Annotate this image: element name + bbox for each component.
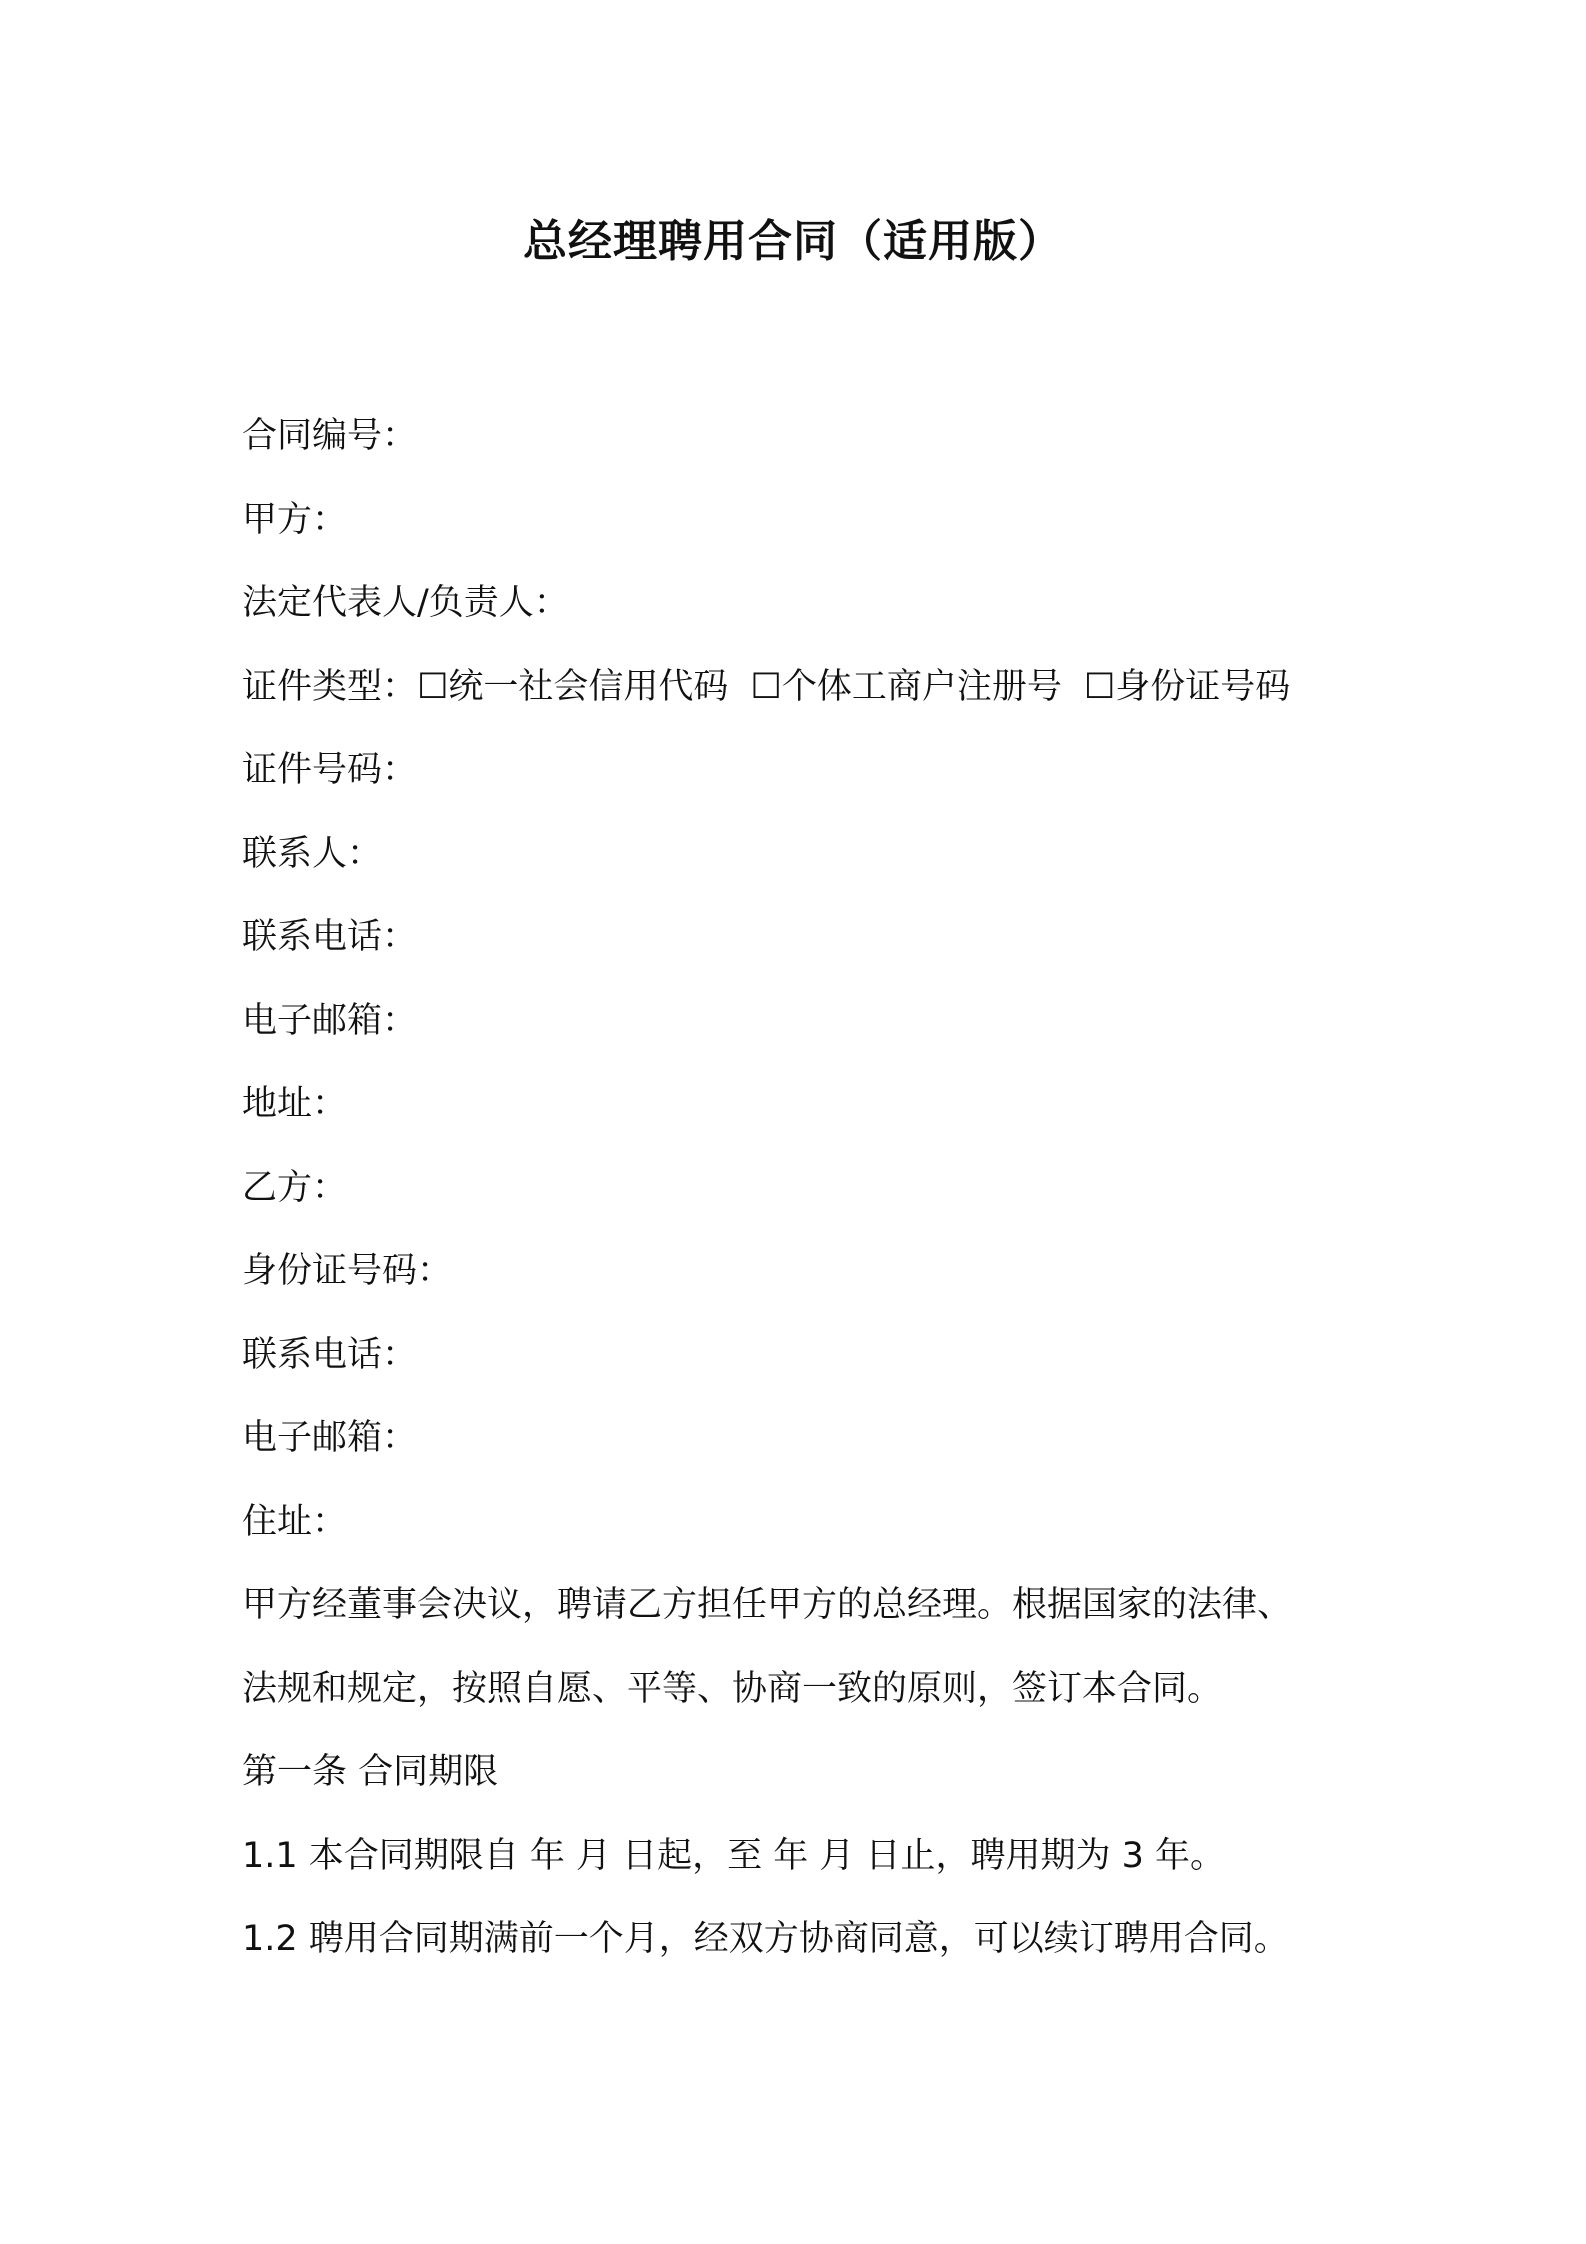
clause-1-2: 1.2 聘用合同期满前一个月，经双方协商同意，可以续订聘用合同。 bbox=[242, 1919, 1289, 1959]
party-a-address-field bbox=[242, 1076, 1362, 1160]
contract-number-field bbox=[242, 408, 1362, 492]
checkbox-icon[interactable]: ☐ bbox=[750, 666, 782, 707]
field-label: 证件号码： bbox=[242, 750, 418, 790]
id-type-option-credit-code[interactable] bbox=[417, 667, 728, 707]
field-label: 合同编号： bbox=[242, 416, 418, 456]
field-label: 联系电话： bbox=[242, 917, 418, 957]
article-1-heading: 第一条 合同期限 bbox=[242, 1752, 499, 1792]
party-b-email-field bbox=[242, 1410, 1362, 1494]
id-type-field bbox=[242, 659, 1362, 743]
party-b-field bbox=[242, 1160, 1362, 1244]
field-label: 电子邮箱： bbox=[242, 1418, 418, 1458]
field-label: 电子邮箱： bbox=[242, 1000, 418, 1041]
legal-representative-field bbox=[242, 575, 1362, 659]
document-body bbox=[242, 408, 1362, 1995]
field-label: 地址： bbox=[242, 1084, 348, 1124]
party-b-residence-field bbox=[242, 1494, 1362, 1578]
party-a-phone-field bbox=[242, 909, 1362, 993]
document-title: 总经理聘用合同（适用版） bbox=[523, 216, 1063, 267]
contact-person-field bbox=[242, 826, 1362, 910]
party-a-field bbox=[242, 492, 1362, 576]
field-label: 证件类型： bbox=[242, 666, 418, 707]
option-label: 统一社会信用代码 bbox=[448, 666, 729, 707]
field-label: 法定代表人/负责人： bbox=[242, 583, 569, 623]
checkbox-icon[interactable]: ☐ bbox=[1083, 666, 1116, 707]
id-type-option-id-card[interactable] bbox=[1084, 667, 1290, 707]
clause-1-1: 1.1 本合同期限自 年 月 日起，至 年 月 日止，聘用期为 3 年。 bbox=[242, 1835, 1226, 1876]
party-b-phone-field bbox=[242, 1327, 1362, 1411]
field-label: 联系电话： bbox=[242, 1334, 418, 1375]
field-label: 身份证号码： bbox=[242, 1251, 453, 1291]
id-number-field bbox=[242, 742, 1362, 826]
preamble-line-1: 甲方经董事会决议，聘请乙方担任甲方的总经理。根据国家的法律、 bbox=[242, 1585, 1293, 1625]
option-label: 身份证号码 bbox=[1115, 666, 1291, 707]
field-label: 联系人： bbox=[242, 833, 383, 874]
field-label: 乙方： bbox=[242, 1167, 348, 1208]
preamble-line-2: 法规和规定，按照自愿、平等、协商一致的原则，签订本合同。 bbox=[242, 1668, 1223, 1709]
party-b-id-number-field bbox=[242, 1243, 1362, 1327]
option-label: 个体工商户注册号 bbox=[781, 666, 1062, 707]
field-label: 甲方： bbox=[242, 499, 348, 540]
id-type-option-business-registration[interactable] bbox=[750, 667, 1061, 707]
party-a-email-field bbox=[242, 993, 1362, 1077]
checkbox-icon[interactable]: ☐ bbox=[417, 666, 449, 707]
field-label: 住址： bbox=[242, 1501, 348, 1542]
